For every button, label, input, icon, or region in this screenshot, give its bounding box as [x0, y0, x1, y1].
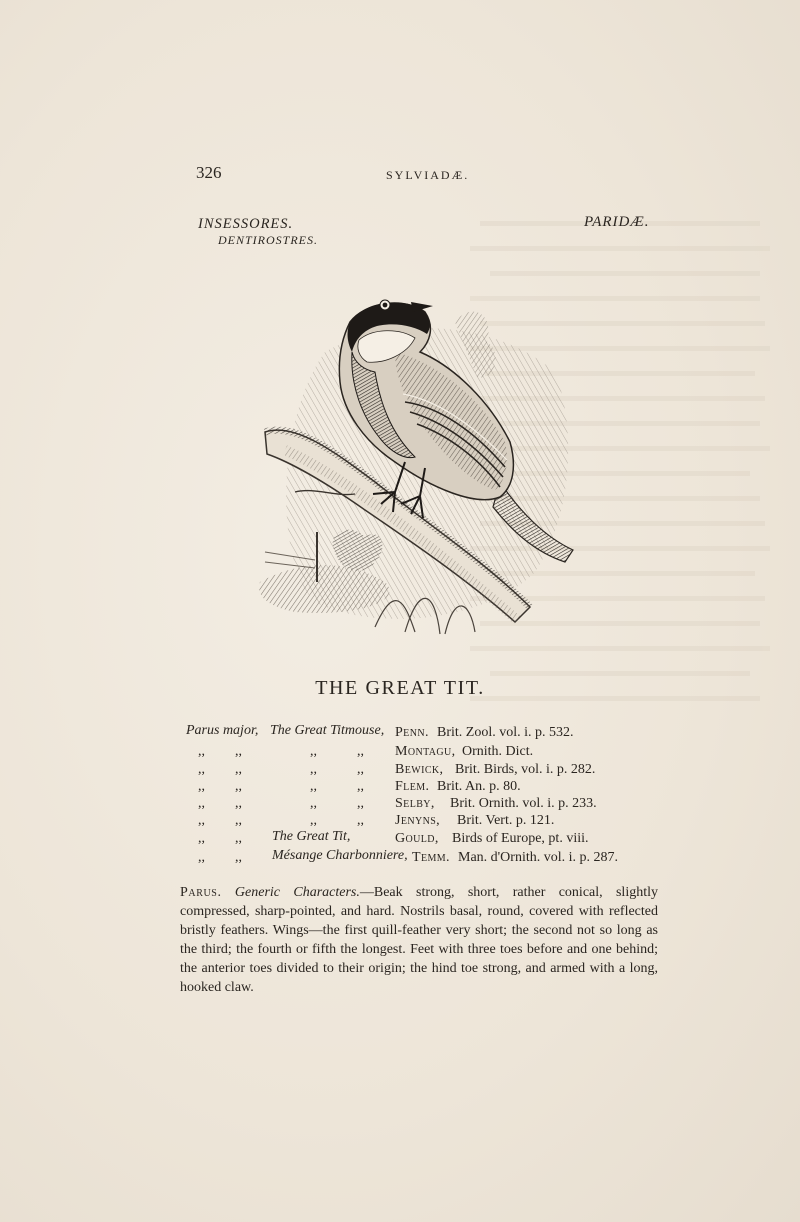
order-label: INSESSORES. [198, 216, 294, 232]
ditto-mark: ,, [235, 779, 242, 794]
synonym-author: Gould, [395, 831, 439, 846]
ditto-mark: ,, [310, 744, 317, 759]
ditto-mark: ,, [310, 813, 317, 828]
page-number: 326 [196, 163, 222, 182]
species-title: THE GREAT TIT. [315, 677, 485, 699]
ditto-mark: ,, [235, 796, 242, 811]
synonym-ref: Brit. Birds, vol. i. p. 282. [455, 762, 596, 777]
ditto-mark: ,, [198, 813, 205, 828]
synonym-ref: Brit. An. p. 80. [437, 779, 521, 794]
ditto-mark: ,, [357, 744, 364, 759]
ditto-mark: ,, [235, 813, 242, 828]
ditto-mark: ,, [310, 779, 317, 794]
synonym-common: The Great Titmouse, [270, 723, 385, 738]
generic-characters-paragraph [180, 883, 658, 997]
ditto-mark: ,, [198, 796, 205, 811]
ditto-mark: ,, [357, 796, 364, 811]
ditto-mark: ,, [198, 850, 205, 865]
ditto-mark: ,, [310, 762, 317, 777]
family-label: PARIDÆ. [584, 214, 650, 230]
ditto-mark: ,, [235, 762, 242, 777]
description-text: —Beak strong, short, rather conical, slightly compressed, sharp-pointed, and hard. Nostrils basal, round, covered with reflected bristly feathers. Wings—the first quill-feather very short; the second not so long as the third; the fourth or fifth the longest. Feet with three toes before and one behind; the anterior toes divided to their origin; the hind toe strong, and armed with a long, hooked claw. [180, 885, 658, 995]
section-heading: Generic Characters. [234, 885, 360, 900]
ditto-mark: ,, [198, 744, 205, 759]
synonym-ref: Brit. Ornith. vol. i. p. 233. [450, 796, 597, 811]
synonym-author: Montagu, [395, 744, 456, 759]
synonym-ref: Birds of Europe, pt. viii. [452, 831, 589, 846]
running-title: SYLVIADÆ. [386, 168, 470, 182]
ditto-mark: ,, [357, 779, 364, 794]
ditto-mark: ,, [235, 831, 242, 846]
ditto-mark: ,, [310, 796, 317, 811]
synonym-ref: Brit. Zool. vol. i. p. 532. [437, 725, 574, 740]
synonym-common: The Great Tit, [272, 829, 351, 844]
synonym-ref: Brit. Vert. p. 121. [457, 813, 555, 828]
genus-name: Parus. [180, 885, 222, 900]
ditto-mark: ,, [357, 813, 364, 828]
ditto-mark: ,, [198, 779, 205, 794]
ditto-mark: ,, [198, 762, 205, 777]
ditto-mark: ,, [357, 762, 364, 777]
synonym-author: Jenyns, [395, 813, 441, 828]
running-head [196, 163, 651, 187]
synonym-ref: Ornith. Dict. [462, 744, 534, 759]
ditto-mark: ,, [235, 744, 242, 759]
ditto-mark: ,, [235, 850, 242, 865]
synonym-ref: Man. d'Ornith. vol. i. p. 287. [458, 850, 619, 865]
great-tit-illustration [255, 282, 575, 644]
synonym-genus: Parus major, [186, 723, 259, 738]
synonym-author: Selby, [395, 796, 435, 811]
synonym-author: Flem. [395, 779, 430, 794]
synonym-author: Bewick, [395, 762, 444, 777]
suborder-label: DENTIROSTRES. [218, 233, 318, 247]
synonym-author: Penn. [395, 725, 429, 740]
synonym-common: Mésange Charbonniere, [272, 848, 408, 863]
synonym-author: Temm. [412, 850, 450, 865]
ditto-mark: ,, [198, 831, 205, 846]
